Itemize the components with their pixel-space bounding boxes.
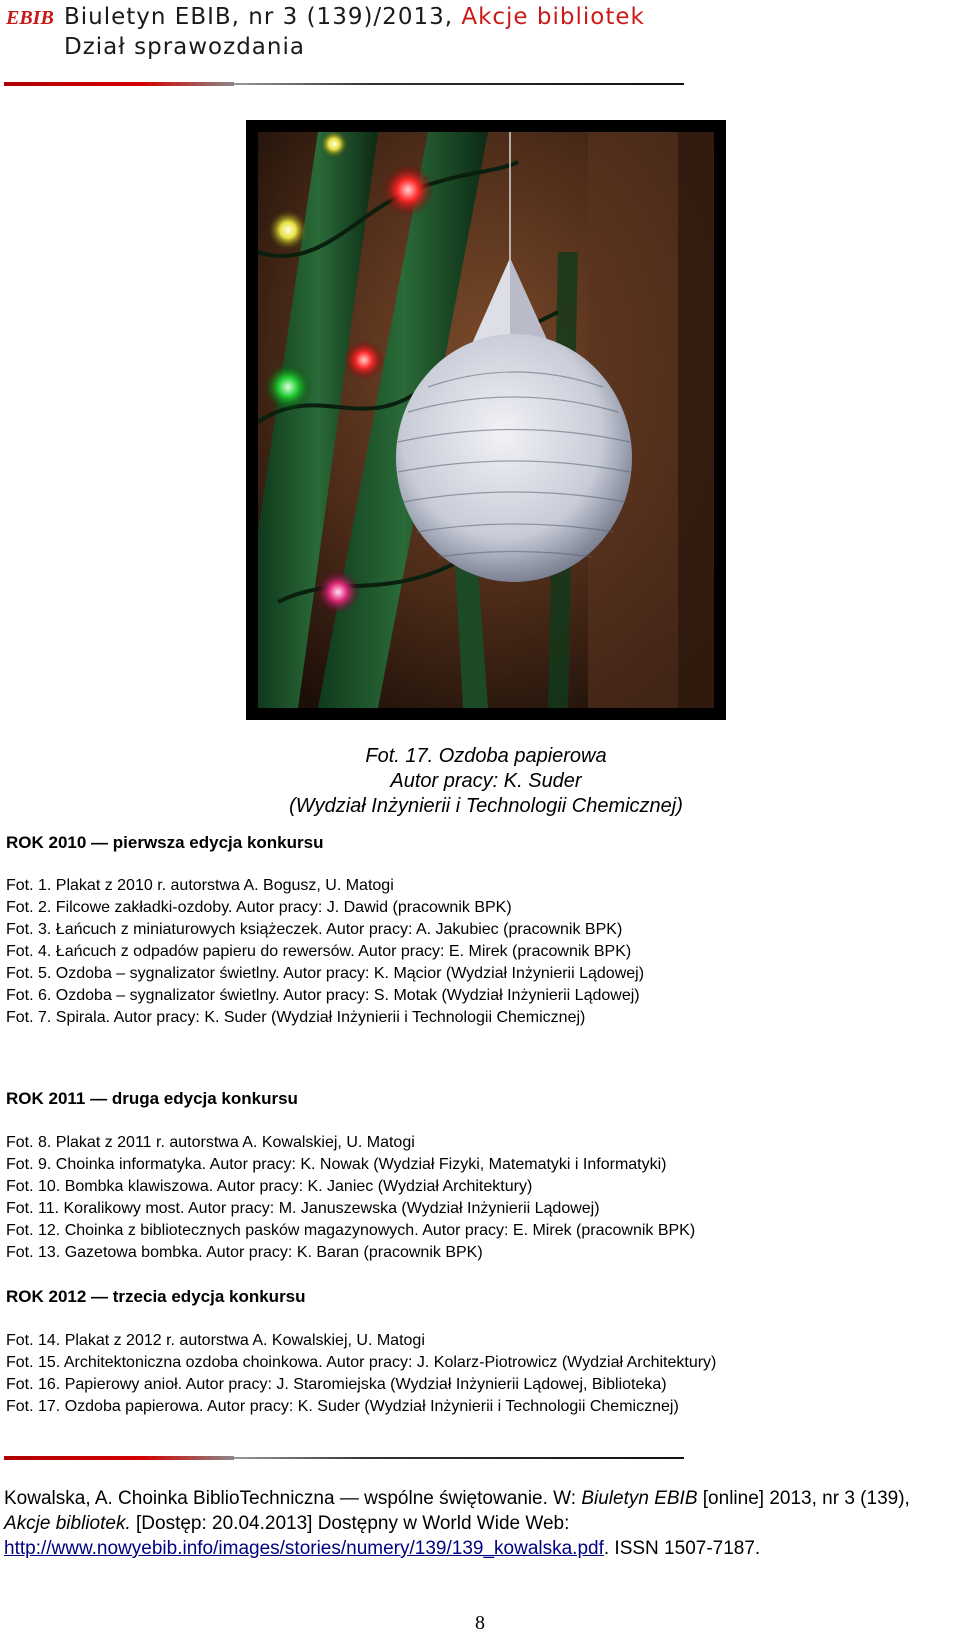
section-2011-title: ROK 2011 — druga edycja konkursu — [6, 1089, 298, 1108]
list-item: Fot. 15. Architektoniczna ozdoba choinkowa. Autor pracy: J. Kolarz-Piotrowicz (Wydział Architektury) — [6, 1354, 717, 1371]
section-2012-title: ROK 2012 — trzecia edycja konkursu — [6, 1287, 306, 1306]
section-name: Akcje bibliotek — [461, 4, 645, 30]
caption-title: Fot. 17. Ozdoba papierowa — [365, 745, 607, 767]
caption-department: (Wydział Inżynierii i Technologii Chemicznej) — [289, 795, 683, 817]
citation-text: Kowalska, A. Choinka BiblioTechniczna — wspólne świętowanie. W: — [4, 1488, 582, 1509]
list-item: Fot. 14. Plakat z 2012 r. autorstwa A. Kowalskiej, U. Matogi — [6, 1332, 425, 1349]
citation-text: [Dostęp: 20.04.2013] Dostępny w World Wide Web: — [130, 1513, 570, 1534]
citation-journal: Biuletyn EBIB — [581, 1488, 698, 1509]
citation-issn: . ISSN 1507-7187. — [603, 1538, 761, 1559]
photo-caption — [246, 744, 726, 819]
section-2010-title: ROK 2010 — pierwsza edycja konkursu — [6, 833, 324, 852]
header-line-2: Dział sprawozdania — [64, 34, 305, 60]
list-item: Fot. 17. Ozdoba papierowa. Autor pracy: K. Suder (Wydział Inżynierii i Technologii Chemicznej) — [6, 1398, 679, 1415]
citation-text: [online] 2013, nr 3 (139), — [697, 1488, 910, 1509]
citation-section: Akcje bibliotek. — [4, 1513, 131, 1534]
section-2012-list — [6, 1330, 716, 1418]
logo-text: EBIB — [6, 7, 54, 28]
list-item: Fot. 3. Łańcuch z miniaturowych książeczek. Autor pracy: A. Jakubiec (pracownik BPK) — [6, 921, 623, 938]
list-item: Fot. 10. Bombka klawiszowa. Autor pracy: K. Janiec (Wydział Architektury) — [6, 1178, 533, 1195]
list-item: Fot. 6. Ozdoba – sygnalizator świetlny. Autor pracy: S. Motak (Wydział Inżynierii Lądowej) — [6, 987, 640, 1004]
journal-title: Biuletyn EBIB, nr 3 (139)/2013, — [64, 4, 462, 30]
section-2011-list — [6, 1132, 695, 1264]
header-line-1 — [64, 4, 645, 30]
photo-paper-ornament — [246, 120, 726, 720]
list-item: Fot. 16. Papierowy anioł. Autor pracy: J. Staromiejska (Wydział Inżynierii Lądowej, Biblioteka) — [6, 1376, 667, 1393]
photo-image — [258, 132, 714, 708]
footer-divider — [4, 1456, 684, 1460]
list-item: Fot. 7. Spirala. Autor pracy: K. Suder (Wydział Inżynierii i Technologii Chemicznej) — [6, 1009, 586, 1026]
section-2010-list — [6, 875, 644, 1029]
list-item: Fot. 4. Łańcuch z odpadów papieru do rewersów. Autor pracy: E. Mirek (pracownik BPK) — [6, 943, 632, 960]
header-divider — [4, 82, 684, 86]
list-item: Fot. 1. Plakat z 2010 r. autorstwa A. Bogusz, U. Matogi — [6, 877, 394, 894]
list-item: Fot. 11. Koralikowy most. Autor pracy: M. Januszewska (Wydział Inżynierii Lądowej) — [6, 1200, 600, 1217]
list-item: Fot. 2. Filcowe zakładki-ozdoby. Autor pracy: J. Dawid (pracownik BPK) — [6, 899, 512, 916]
list-item: Fot. 8. Plakat z 2011 r. autorstwa A. Kowalskiej, U. Matogi — [6, 1134, 415, 1151]
citation — [4, 1486, 959, 1561]
page-number: 8 — [475, 1612, 485, 1634]
list-item: Fot. 9. Choinka informatyka. Autor pracy: K. Nowak (Wydział Fizyki, Matematyki i Informatyki) — [6, 1156, 667, 1173]
ebib-logo — [6, 6, 58, 28]
citation-url-link[interactable]: http://www.nowyebib.info/images/stories/numery/139/139_kowalska.pdf — [4, 1538, 604, 1559]
caption-author: Autor pracy: K. Suder — [390, 770, 582, 792]
list-item: Fot. 13. Gazetowa bombka. Autor pracy: K. Baran (pracownik BPK) — [6, 1244, 483, 1261]
list-item: Fot. 5. Ozdoba – sygnalizator świetlny. Autor pracy: K. Mącior (Wydział Inżynierii Lądowej) — [6, 965, 645, 982]
list-item: Fot. 12. Choinka z bibliotecznych pasków magazynowych. Autor pracy: E. Mirek (pracownik BPK) — [6, 1222, 696, 1239]
